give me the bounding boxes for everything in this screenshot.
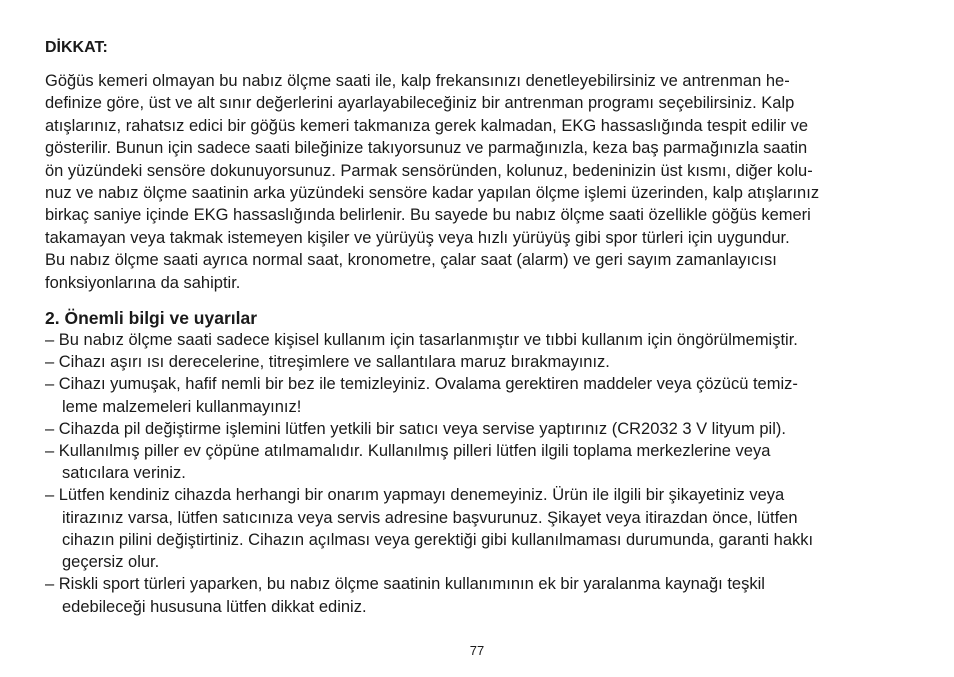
notice-paragraph — [45, 70, 911, 294]
warning-line: leme malzemeleri kullanmayınız! — [62, 397, 302, 416]
warning-item — [45, 573, 911, 617]
notice-line: gösterilir. Bunun için sadece saati bileğinize takıyorsunuz ve parmağınızla, keza baş parmağınızla saatin — [45, 139, 808, 158]
warning-line: itirazınız varsa, lütfen satıcınıza veya servis adresine başvurunuz. Şikayet veya itirazdan önce, lütfen — [62, 508, 798, 527]
warning-line: – Lütfen kendiniz cihazda herhangi bir onarım yapmayı denemeyiniz. Ürün ile ilgili bir şikayetiniz veya — [45, 486, 785, 505]
notice-line: atışlarınız, rahatsız edici bir göğüs kemeri takmanıza gerek kalmadan, EKG hassaslığında tespit edilir ve — [45, 116, 809, 135]
notice-line: Göğüs kemeri olmayan bu nabız ölçme saati ile, kalp frekansınızı denetleyebilirsiniz ve antrenman he- — [45, 72, 790, 90]
notice-line: ön yüzündeki sensöre dokunuyorsunuz. Parmak sensöründen, kolunuz, bedeninizin üst kısmı, diğer kolu- — [45, 161, 813, 180]
warning-line: – Cihazı yumuşak, hafif nemli bir bez ile temizleyiniz. Ovalama gerektiren maddeler veya çözücü temiz- — [45, 375, 798, 394]
section-title: 2. Önemli bilgi ve uyarılar — [45, 308, 258, 329]
warning-line: – Cihazı aşırı ısı derecelerine, titreşimlere ve sallantılara maruz bırakmayınız. — [45, 353, 610, 372]
notice-line: fonksiyonlarına da sahiptir. — [45, 273, 241, 292]
notice-line: birkaç saniye içinde EKG hassaslığında belirlenir. Bu sayede bu nabız ölçme saati özellikle göğüs kemeri — [45, 206, 811, 225]
warning-line: cihazın pilini değiştirtiniz. Cihazın açılması veya gerektiği gibi kullanılmaması durumunda, garanti hakkı — [62, 530, 814, 549]
warning-item — [45, 329, 911, 351]
warning-item — [45, 418, 911, 440]
warning-line: – Riskli sport türleri yaparken, bu nabız ölçme saatinin kullanımının ek bir yaralanma kaynağı teşkil — [45, 575, 765, 594]
warning-line: – Kullanılmış piller ev çöpüne atılmamalıdır. Kullanılmış pilleri lütfen ilgili toplama merkezlerine veya — [45, 442, 771, 461]
notice-line: Bu nabız ölçme saati ayrıca normal saat, kronometre, çalar saat (alarm) ve geri sayım zamanlayıcısı — [45, 251, 777, 270]
warning-line: edebileceği hususuna lütfen dikkat ediniz. — [62, 597, 367, 616]
notice-line: definize göre, üst ve alt sınır değerlerini ayarlayabileceğiniz bir antrenman programı seçebilirsiniz. Kalp — [45, 94, 795, 113]
warning-line: – Bu nabız ölçme saati sadece kişisel kullanım için tasarlanmıştır ve tıbbi kullanım için öngörülmemiştir. — [45, 331, 798, 350]
notice-line: nuz ve nabız ölçme saatinin arka yüzündeki sensöre kadar yapılan ölçme işlemi üzerinden, kalp atışlarınız — [45, 184, 820, 203]
warning-line: geçersiz olur. — [62, 553, 160, 572]
notice-line: takamayan veya takmak istemeyen kişiler ve yürüyüş veya hızlı yürüyüş gibi spor türleri için uygundur. — [45, 228, 790, 247]
warning-list — [45, 329, 911, 618]
document-page — [45, 38, 911, 618]
warning-item — [45, 440, 911, 484]
warning-item — [45, 373, 911, 417]
warning-item — [45, 484, 911, 573]
warning-line: satıcılara veriniz. — [62, 464, 186, 483]
warning-item — [45, 351, 911, 373]
warning-line: – Cihazda pil değiştirme işlemini lütfen yetkili bir satıcı veya servise yaptırınız (CR2032 3 V lityum pil). — [45, 419, 786, 438]
notice-heading: DİKKAT: — [45, 39, 108, 56]
page-number: 77 — [469, 643, 485, 658]
